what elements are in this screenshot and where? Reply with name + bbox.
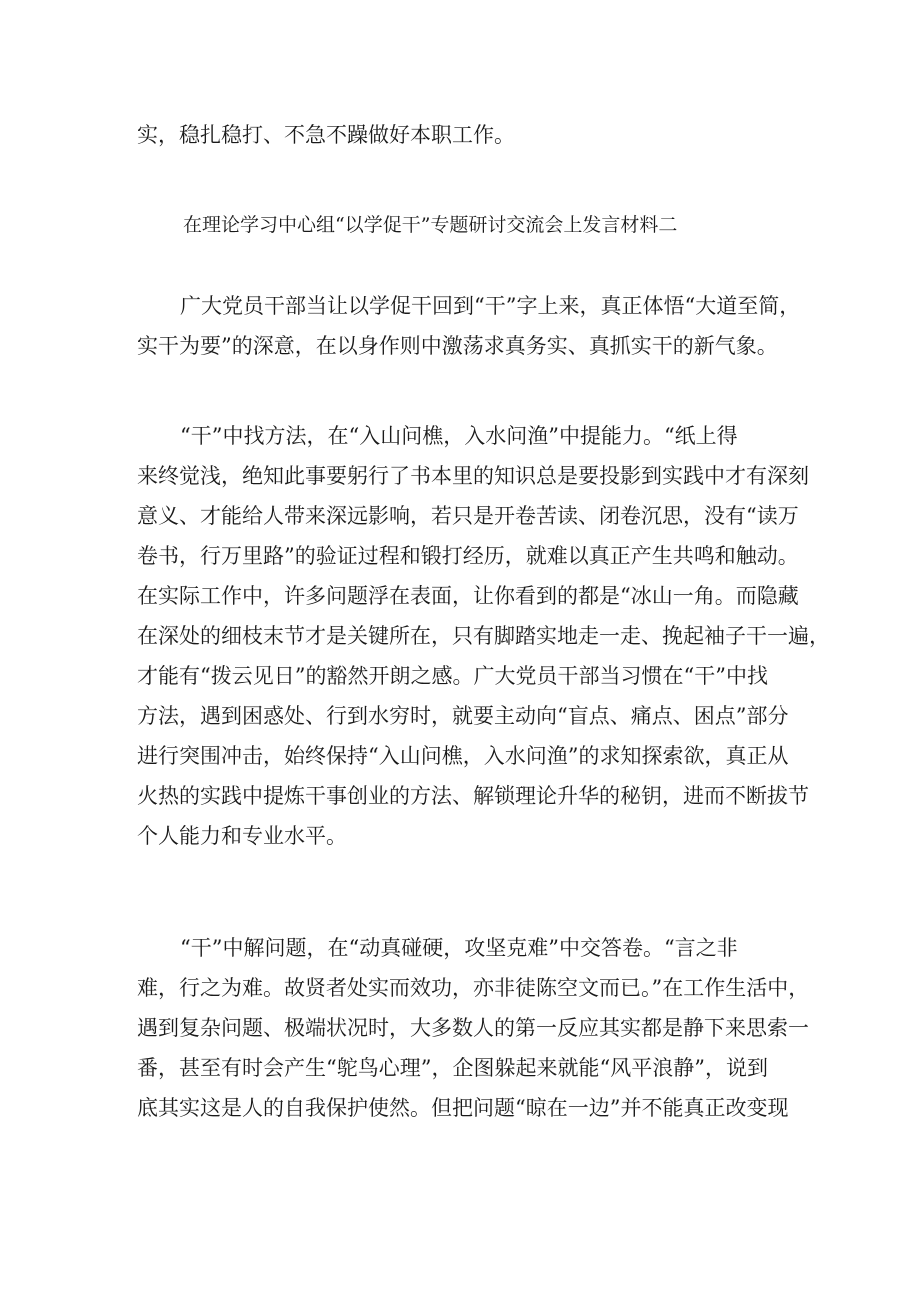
paragraph-line: 方法，遇到困惑处、行到水穷时，就要主动向“盲点、痛点、困点”部分 bbox=[137, 704, 789, 728]
intro-paragraph bbox=[137, 292, 801, 360]
section-title: 在理论学习中心组“以学促干”专题研讨交流会上发言材料二 bbox=[183, 214, 678, 236]
paragraph-line: 火热的实践中提炼干事创业的方法、解锁理论升华的秘钥，进而不断拔节 bbox=[137, 784, 809, 808]
paragraph-line: 在实际工作中，许多问题浮在表面，让你看到的都是“冰山一角。而隐藏 bbox=[137, 584, 799, 608]
section-title-block bbox=[183, 212, 803, 238]
paragraph-line: “干”中找方法，在“入山问樵，入水问渔”中提能力。“纸上得 bbox=[180, 424, 738, 448]
paragraph-line: 卷书，行万里路”的验证过程和锻打经历，就难以真正产生共鸣和触动。 bbox=[137, 544, 799, 568]
paragraph-line: 难，行之为难。故贤者处实而效功，亦非徒陈空文而已。”在工作生活中， bbox=[137, 976, 810, 1000]
paragraph-line: 广大党员干部当让以学促干回到“干”字上来，真正体悟“大道至简， bbox=[180, 294, 801, 318]
paragraph-line: 实，稳扎稳打、不急不躁做好本职工作。 bbox=[137, 123, 515, 147]
paragraph-line: 在深处的细枝末节才是关键所在，只有脚踏实地走一走、挽起袖子干一遍， bbox=[137, 624, 830, 648]
lead-paragraph bbox=[137, 121, 787, 149]
paragraph-line: 实干为要”的深意，在以身作则中激荡求真务实、真抓实干的新气象。 bbox=[137, 334, 778, 358]
paragraph-line: 意义、才能给人带来深远影响，若只是开卷苦读、闭卷沉思，没有“读万 bbox=[137, 504, 799, 528]
paragraph-line: 来终觉浅，绝知此事要躬行了书本里的知识总是要投影到实践中才有深刻 bbox=[137, 464, 809, 488]
paragraph-problem bbox=[137, 934, 810, 1122]
paragraph-line: 遇到复杂问题、极端状况时，大多数人的第一反应其实都是静下来思索一 bbox=[137, 1016, 809, 1040]
paragraph-line: 番，甚至有时会产生“鸵鸟心理”，企图躲起来就能“风平浪静”，说到 bbox=[137, 1056, 768, 1080]
paragraph-method bbox=[137, 422, 830, 850]
paragraph-line: 底其实这是人的自我保护使然。但把问题“晾在一边”并不能真正改变现 bbox=[137, 1096, 789, 1120]
paragraph-line: 才能有“拨云见日”的豁然开朗之感。广大党员干部当习惯在“干”中找 bbox=[137, 664, 768, 688]
paragraph-line: 进行突围冲击，始终保持“入山问樵，入水问渔”的求知探索欲，真正从 bbox=[137, 744, 789, 768]
paragraph-line: “干”中解问题，在“动真碰硬，攻坚克难”中交答卷。“言之非 bbox=[180, 936, 738, 960]
paragraph-line: 个人能力和专业水平。 bbox=[137, 824, 347, 848]
